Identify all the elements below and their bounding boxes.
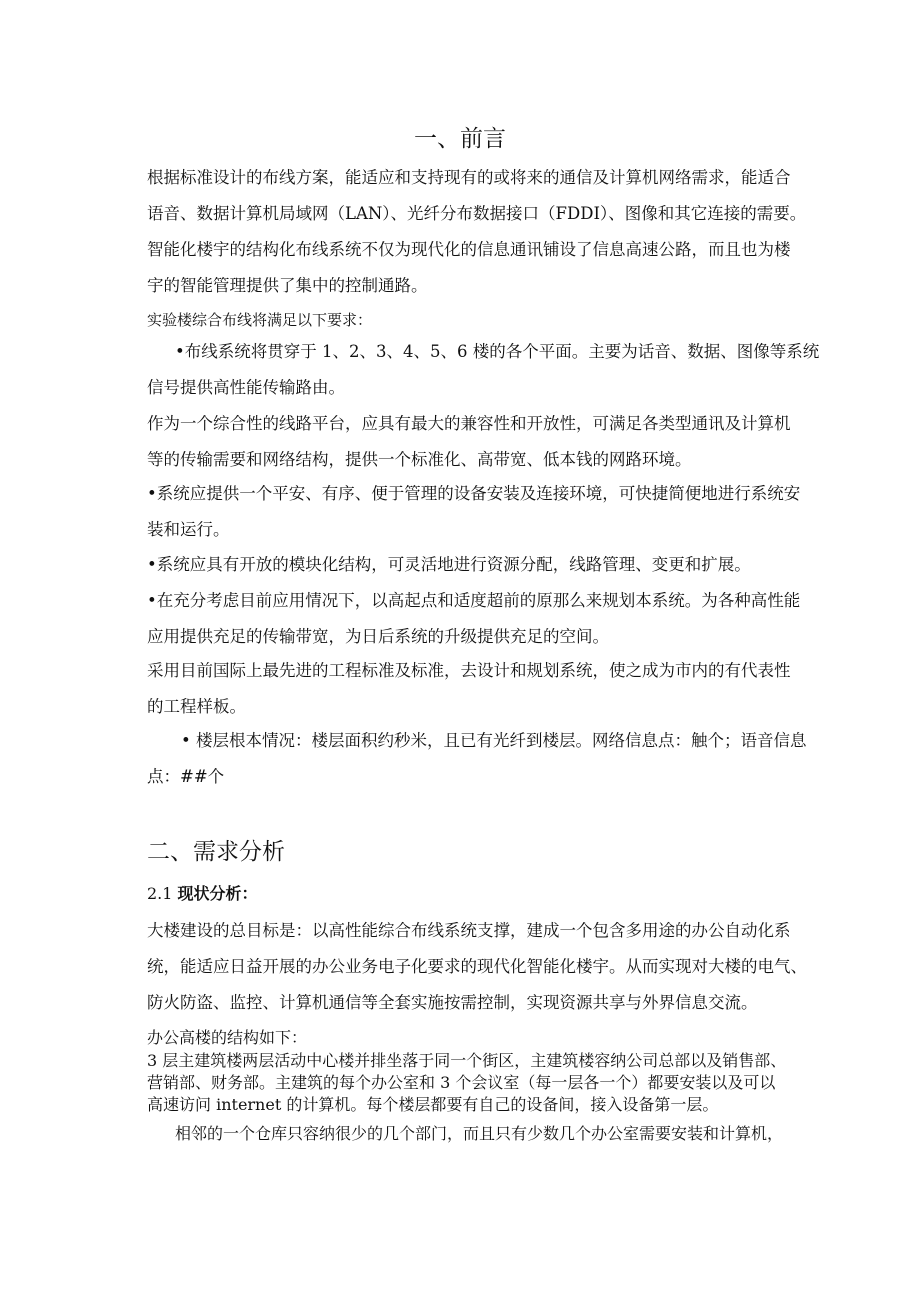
bullet-modular <box>147 547 823 583</box>
text-line: • 楼层根本情况：楼层面积约秒米，且已有光纤到楼层。网络信息点：触个；语音信息 <box>181 731 807 750</box>
subsection-label: 现状分析： <box>177 884 258 903</box>
text-line: 应用提供充足的传输带宽，为日后系统的升级提供充足的空间。 <box>147 627 609 646</box>
platform-paragraph <box>147 406 823 478</box>
text-line: 防火防盗、监控、计算机通信等全套实施按需控制，实现资源共享与外界信息交流。 <box>147 993 758 1012</box>
text-line: 作为一个综合性的线路平台，应具有最大的兼容性和开放性，可满足各类型通讯及计算机 <box>147 414 791 433</box>
text-line: 的工程样板。 <box>147 697 246 716</box>
text-line: 信号提供高性能传输路由。 <box>147 378 345 397</box>
text-line: 办公高楼的结构如下： <box>147 1028 308 1047</box>
intro-paragraph <box>147 160 823 304</box>
standards-paragraph <box>147 653 823 725</box>
warehouse-paragraph <box>147 1123 823 1145</box>
requirements-heading <box>147 304 823 336</box>
subsection-number: 2.1 <box>147 884 178 903</box>
goal-paragraph <box>147 913 823 1021</box>
structure-heading <box>147 1027 823 1049</box>
bullet-safe-environment <box>147 476 823 548</box>
text-line: 高速访问 internet 的计算机。每个楼层都要有自己的设备间，接入设备第一层。 <box>147 1095 719 1114</box>
text-line: 智能化楼宇的结构化布线系统不仅为现代化的信息通讯铺设了信息高速公路，而且也为楼 <box>147 240 791 259</box>
text-line: 实验楼综合布线将满足以下要求： <box>147 311 373 329</box>
text-line: •在充分考虑目前应用情况下，以高起点和适度超前的原那么来规划本系统。为各种高性能 <box>147 591 801 610</box>
section2-title: 二、需求分析 <box>147 839 285 865</box>
text-line: 等的传输需要和网络结构，提供一个标准化、高带宽、低本钱的网路环境。 <box>147 450 692 469</box>
text-line: 点：##个 <box>147 767 225 786</box>
text-line: 采用目前国际上最先进的工程标准及标准，去设计和规划系统，使之成为市内的有代表性 <box>147 661 791 680</box>
building-paragraph <box>147 1050 823 1116</box>
text-line: 语音、数据计算机局域网（LAN）、光纤分布数据接口（FDDI）、图像和其它连接的需要。 <box>147 204 807 223</box>
bullet-planning <box>147 583 823 655</box>
subsection-title <box>147 882 258 906</box>
text-line: 宇的智能管理提供了集中的控制通路。 <box>147 276 428 295</box>
section1-title: 一、前言 <box>414 126 506 152</box>
bullet-floor-info <box>147 723 823 795</box>
text-line: •系统应提供一个平安、有序、便于管理的设备安装及连接环境，可快捷简便地进行系统安 <box>147 484 801 503</box>
text-line: 统，能适应日益开展的办公业务电子化要求的现代化智能化楼宇。从而实现对大楼的电气、 <box>147 957 807 976</box>
text-line: 根据标准设计的布线方案，能适应和支持现有的或将来的通信及计算机网络需求，能适合 <box>147 168 791 187</box>
text-line: 营销部、财务部。主建筑的每个办公室和 3 个会议室（每一层各一个）都要安装以及可以 <box>147 1073 776 1092</box>
text-line: 相邻的一个仓库只容纳很少的几个部门，而且只有少数几个办公室需要安装和计算机， <box>175 1124 784 1143</box>
text-line: 3 层主建筑楼两层活动中心楼并排坐落于同一个街区，主建筑楼容纳公司总部以及销售部、 <box>147 1051 787 1070</box>
text-line: •布线系统将贯穿于 1、2、3、4、5、6 楼的各个平面。主要为话音、数据、图像等系统 <box>175 342 820 361</box>
text-line: •系统应具有开放的模块化结构，可灵活地进行资源分配，线路管理、变更和扩展。 <box>147 555 751 574</box>
text-line: 大楼建设的总目标是：以高性能综合布线系统支撑，建成一个包含多用途的办公自动化系 <box>147 921 791 940</box>
bullet-cabling <box>147 334 823 406</box>
text-line: 装和运行。 <box>147 520 230 539</box>
